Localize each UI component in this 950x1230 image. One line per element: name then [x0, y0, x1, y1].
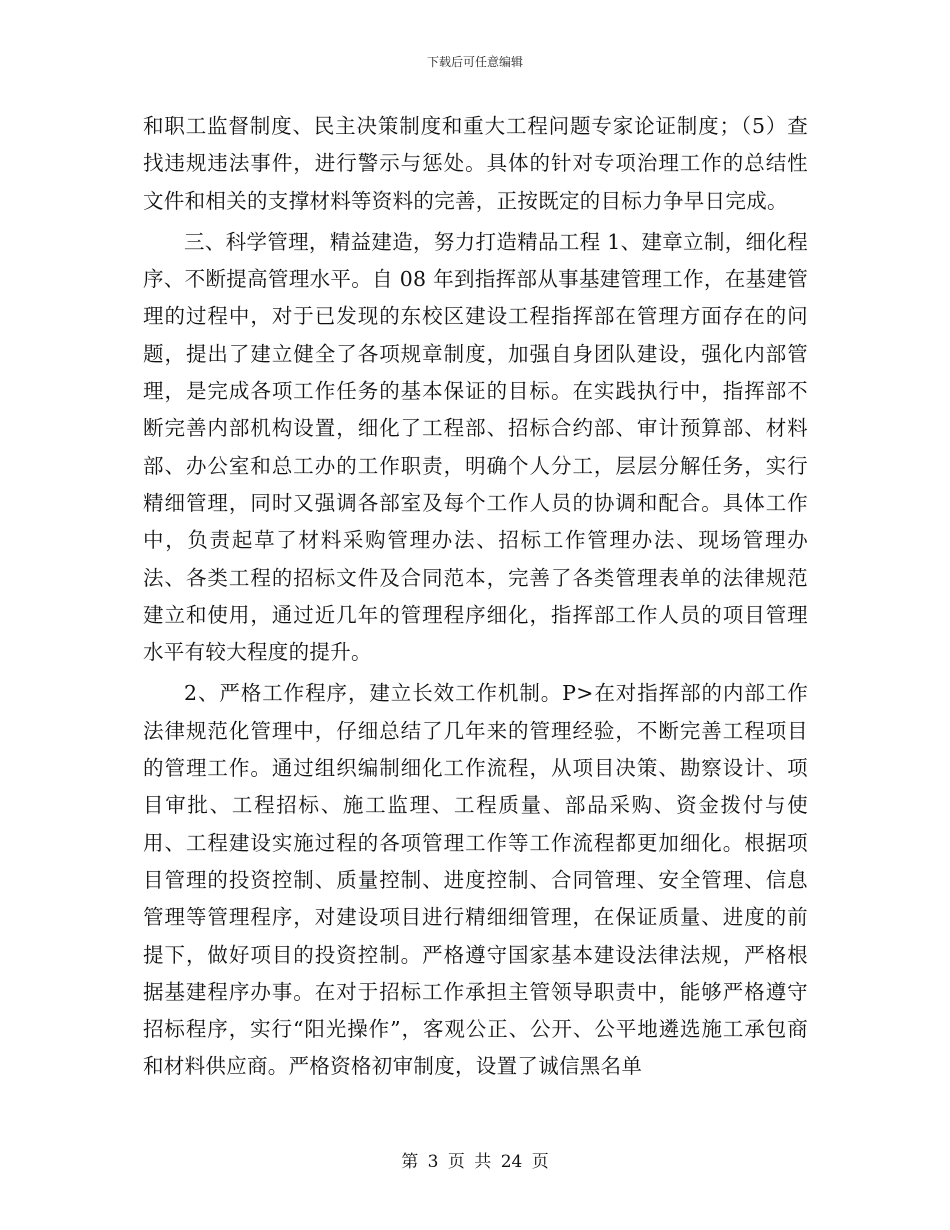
page-number-footer: 第 3 页 共 24 页 [401, 1152, 549, 1172]
paragraph-continuation: 和职工监督制度、民主决策制度和重大工程问题专家论证制度；（5）查找违规违法事件，进行警示与惩处。具体的针对专项治理工作的总结性文件和相关的支撑材料等资料的完善，正按既定的目标力争早日完成。 [143, 114, 808, 213]
document-body [143, 108, 808, 1086]
page-header-note: 下载后可任意编辑 [426, 55, 523, 69]
paragraph-section-three: 三、科学管理，精益建造，努力打造精品工程 1、建章立制，细化程序、不断提高管理水平。自 08 年到指挥部从事基建管理工作，在基建管理的过程中，对于已发现的东校区建设工程指挥部在管理方面存在的问题，提出了建立健全了各项规章制度，加强自身团队建设，强化内部管理，是完成各项工作任务的基本保证的目标。在实践执行中，指挥部不断完善内部机构设置，细化了工程部、招标合约部、审计预算部、材料部、办公室和总工办的工作职责，明确个人分工，层层分解任务，实行精细管理，同时又强调各部室及每个工作人员的协调和配合。具体工作中，负责起草了材料采购管理办法、招标工作管理办法、现场管理办法、各类工程的招标文件及合同范本，完善了各类管理表单的法律规范建立和使用，通过近几年的管理程序细化，指挥部工作人员的项目管理水平有较大程度的提升。 [143, 229, 808, 665]
paragraph-work-procedure: 2、严格工作程序，建立长效工作机制。P>在对指挥部的内部工作法律规范化管理中，仔细总结了几年来的管理经验，不断完善工程项目的管理工作。通过组织编制细化工作流程，从项目决策、勘察设计、项目审批、工程招标、施工监理、工程质量、部品采购、资金拨付与使用、工程建设实施过程的各项管理工作等工作流程都更加细化。根据项目管理的投资控制、质量控制、进度控制、合同管理、安全管理、信息管理等管理程序，对建设项目进行精细细管理，在保证质量、进度的前提下，做好项目的投资控制。严格遵守国家基本建设法律法规，严格根据基建程序办事。在对于招标工作承担主管领导职责中，能够严格遵守招标程序，实行“阳光操作”，客观公正、公开、公平地遴选施工承包商和材料供应商。严格资格初审制度，设置了诚信黑名单 [143, 681, 808, 1079]
